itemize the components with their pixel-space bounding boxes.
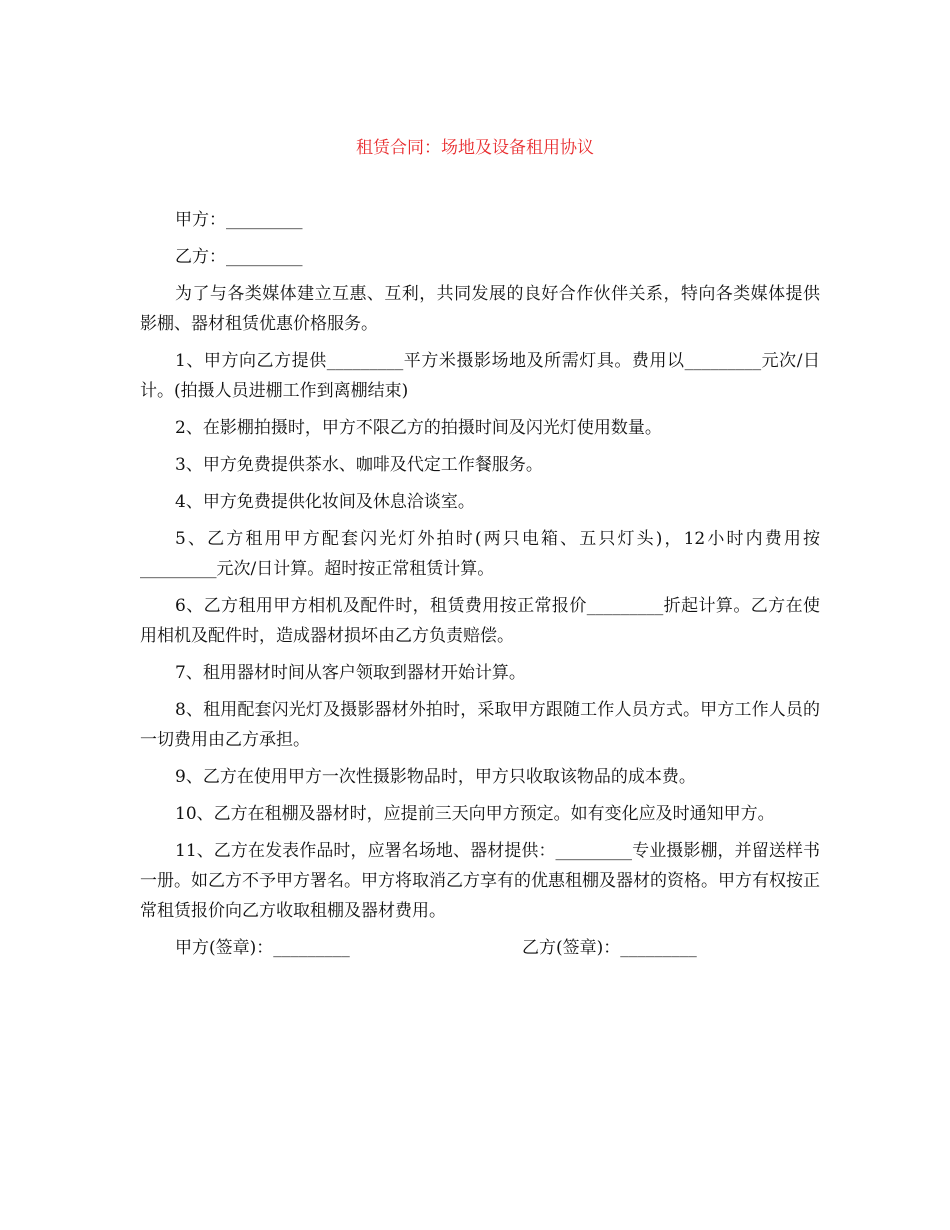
clause-11: 11、乙方在发表作品时，应署名场地、器材提供：_________专业摄影棚，并留送样书一册。如乙方不予甲方署名。甲方将取消乙方享有的优惠租棚及器材的资格。甲方有权按正常租赁报价向乙方收取租棚及器材费用。: [140, 841, 820, 921]
clause-3: 3、甲方免费提供茶水、咖啡及代定工作餐服务。: [175, 455, 543, 475]
party-a-line: 甲方：_________: [175, 210, 303, 230]
clause-1: 1、甲方向乙方提供_________平方米摄影场地及所需灯具。费用以_________元次/日计。(拍摄人员进棚工作到离棚结束): [140, 351, 820, 401]
clause-7: 7、租用器材时间从客户领取到器材开始计算。: [175, 663, 526, 683]
clause-8: 8、租用配套闪光灯及摄影器材外拍时，采取甲方跟随工作人员方式。甲方工作人员的一切费用由乙方承担。: [140, 700, 820, 750]
signature-party-b: 乙方(签章)：_________: [522, 938, 697, 958]
clause-9: 9、乙方在使用甲方一次性摄影物品时，甲方只收取该物品的成本费。: [175, 767, 696, 787]
clause-4: 4、甲方免费提供化妆间及休息洽谈室。: [175, 492, 475, 512]
clause-2: 2、在影棚拍摄时，甲方不限乙方的拍摄时间及闪光灯使用数量。: [175, 418, 662, 438]
document-body: [140, 205, 820, 963]
party-b-line: 乙方：_________: [175, 247, 303, 267]
signature-party-a: 甲方(签章)：_________: [175, 938, 350, 958]
intro-paragraph: 为了与各类媒体建立互惠、互利，共同发展的良好合作伙伴关系，特向各类媒体提供影棚、器材租赁优惠价格服务。: [140, 284, 820, 334]
signature-row: [140, 933, 820, 963]
clause-6: 6、乙方租用甲方相机及配件时，租赁费用按正常报价_________折起计算。乙方在使用相机及配件时，造成器材损坏由乙方负责赔偿。: [140, 596, 820, 646]
clause-5: 5、乙方租用甲方配套闪光灯外拍时(两只电箱、五只灯头)，12小时内费用按_________元次/日计算。超时按正常租赁计算。: [140, 529, 820, 579]
document-title: 租赁合同：场地及设备租用协议: [356, 138, 594, 158]
clause-10: 10、乙方在租棚及器材时，应提前三天向甲方预定。如有变化应及时通知甲方。: [175, 804, 775, 824]
